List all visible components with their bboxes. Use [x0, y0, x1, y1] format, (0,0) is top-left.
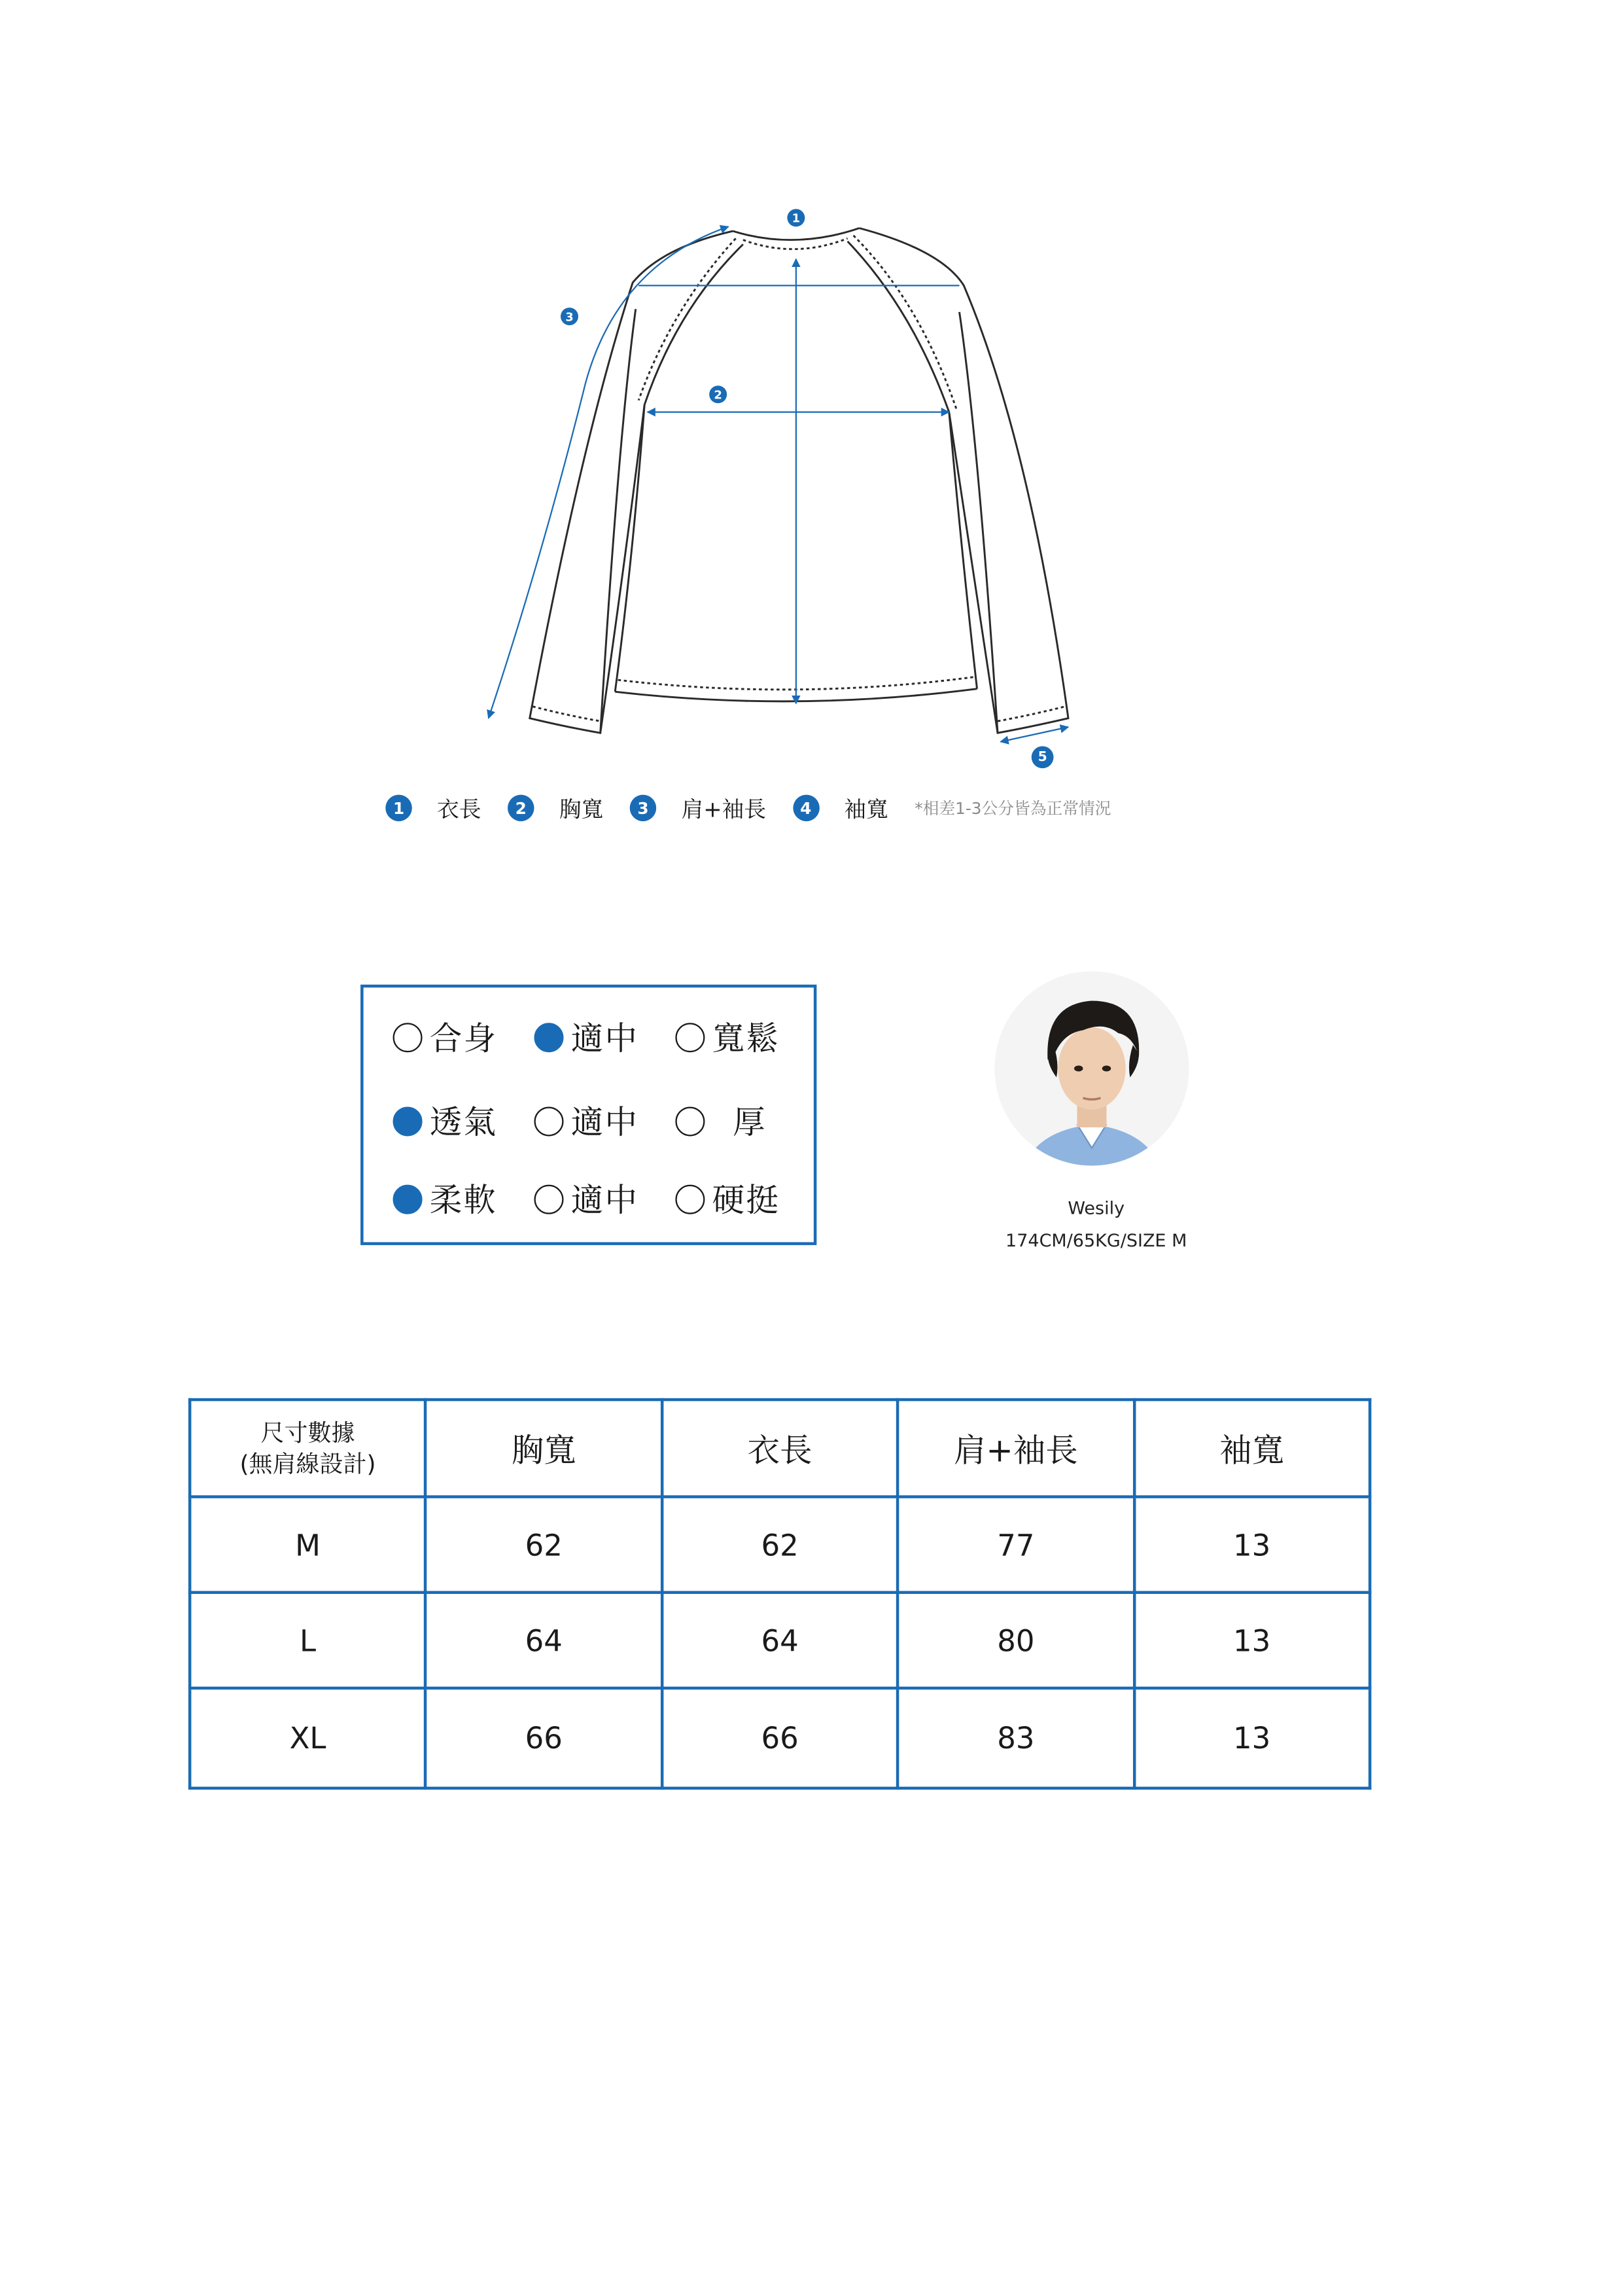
radio-filled-icon	[534, 1022, 563, 1051]
radio-filled-icon	[393, 1184, 423, 1214]
value-cell: 13	[1134, 1593, 1370, 1688]
property-option	[393, 1014, 534, 1060]
property-label: 適中	[570, 1183, 639, 1220]
measurement-legend	[385, 792, 1111, 824]
value-cell: 64	[426, 1593, 662, 1688]
property-option	[675, 1176, 816, 1222]
radio-circle-icon	[675, 1184, 705, 1214]
legend-item	[630, 792, 766, 823]
size-table	[188, 1398, 1371, 1790]
size-cell: M	[190, 1497, 426, 1593]
value-cell: 66	[426, 1688, 662, 1788]
size-cell: XL	[190, 1688, 426, 1788]
property-row	[393, 1014, 817, 1060]
radio-circle-icon	[534, 1106, 563, 1135]
marker-1: 1	[787, 209, 805, 226]
column-header: 胸寬	[426, 1400, 662, 1496]
shirt-outline	[530, 228, 1068, 733]
radio-circle-icon	[534, 1184, 563, 1214]
value-cell: 62	[426, 1497, 662, 1593]
property-label: 柔軟	[429, 1183, 498, 1220]
value-cell: 13	[1134, 1497, 1370, 1593]
legend-number: 3	[630, 795, 656, 821]
model-spec: 174CM/65KG/SIZE M	[1005, 1230, 1187, 1251]
property-label: 硬挺	[712, 1183, 780, 1220]
property-option	[675, 1014, 816, 1060]
property-option	[534, 1176, 675, 1222]
legend-item	[508, 792, 603, 823]
column-header: 袖寬	[1134, 1400, 1370, 1496]
garment-diagram	[0, 0, 1623, 824]
size-cell: L	[190, 1593, 426, 1688]
corner-line: (無肩線設計)	[239, 1449, 376, 1478]
legend-label: 袖寬	[844, 795, 888, 822]
legend-number: 2	[508, 795, 534, 821]
value-cell: 62	[662, 1497, 898, 1593]
model-avatar	[995, 972, 1189, 1166]
corner-line: 尺寸數據	[260, 1419, 355, 1447]
marker-3: 3	[561, 308, 578, 325]
property-option	[393, 1176, 534, 1222]
table-row	[190, 1593, 1370, 1688]
legend-label: 胸寬	[559, 795, 604, 822]
legend-note: *相差1-3公分皆為正常情況	[915, 799, 1111, 819]
table-row	[190, 1497, 1370, 1593]
marker-5: 5	[1032, 746, 1054, 768]
property-row	[393, 1176, 817, 1222]
table-header-row	[190, 1400, 1370, 1496]
property-label: 寬鬆	[712, 1021, 780, 1059]
column-header: 衣長	[662, 1400, 898, 1496]
property-row	[393, 1098, 817, 1144]
property-label: 合身	[429, 1021, 498, 1059]
property-label: 適中	[570, 1105, 639, 1142]
table-row	[190, 1688, 1370, 1788]
value-cell: 77	[898, 1497, 1134, 1593]
property-label: 透氣	[429, 1105, 498, 1142]
legend-label: 衣長	[437, 795, 481, 822]
property-option	[675, 1098, 816, 1144]
radio-filled-icon	[393, 1106, 423, 1135]
property-option	[534, 1014, 675, 1060]
legend-item	[385, 792, 481, 823]
model-portrait-icon	[995, 972, 1189, 1166]
radio-circle-icon	[393, 1022, 423, 1051]
legend-label: 肩+袖長	[681, 795, 767, 822]
radio-circle-icon	[675, 1106, 705, 1135]
marker-2: 2	[709, 385, 727, 403]
value-cell: 80	[898, 1593, 1134, 1688]
property-option	[534, 1098, 675, 1144]
value-cell: 66	[662, 1688, 898, 1788]
model-name: Wesily	[1068, 1197, 1125, 1219]
property-label: 適中	[570, 1021, 639, 1059]
measurement-lines	[489, 226, 1068, 741]
value-cell: 64	[662, 1593, 898, 1688]
legend-number: 1	[385, 795, 411, 821]
value-cell: 13	[1134, 1688, 1370, 1788]
legend-item	[792, 792, 888, 823]
legend-number: 4	[792, 795, 818, 821]
property-option	[393, 1098, 534, 1144]
fabric-properties-box	[360, 985, 816, 1245]
radio-circle-icon	[675, 1022, 705, 1051]
property-label: 厚	[733, 1105, 767, 1142]
value-cell: 83	[898, 1688, 1134, 1788]
column-header: 肩+袖長	[898, 1400, 1134, 1496]
table-corner-header	[190, 1400, 426, 1496]
